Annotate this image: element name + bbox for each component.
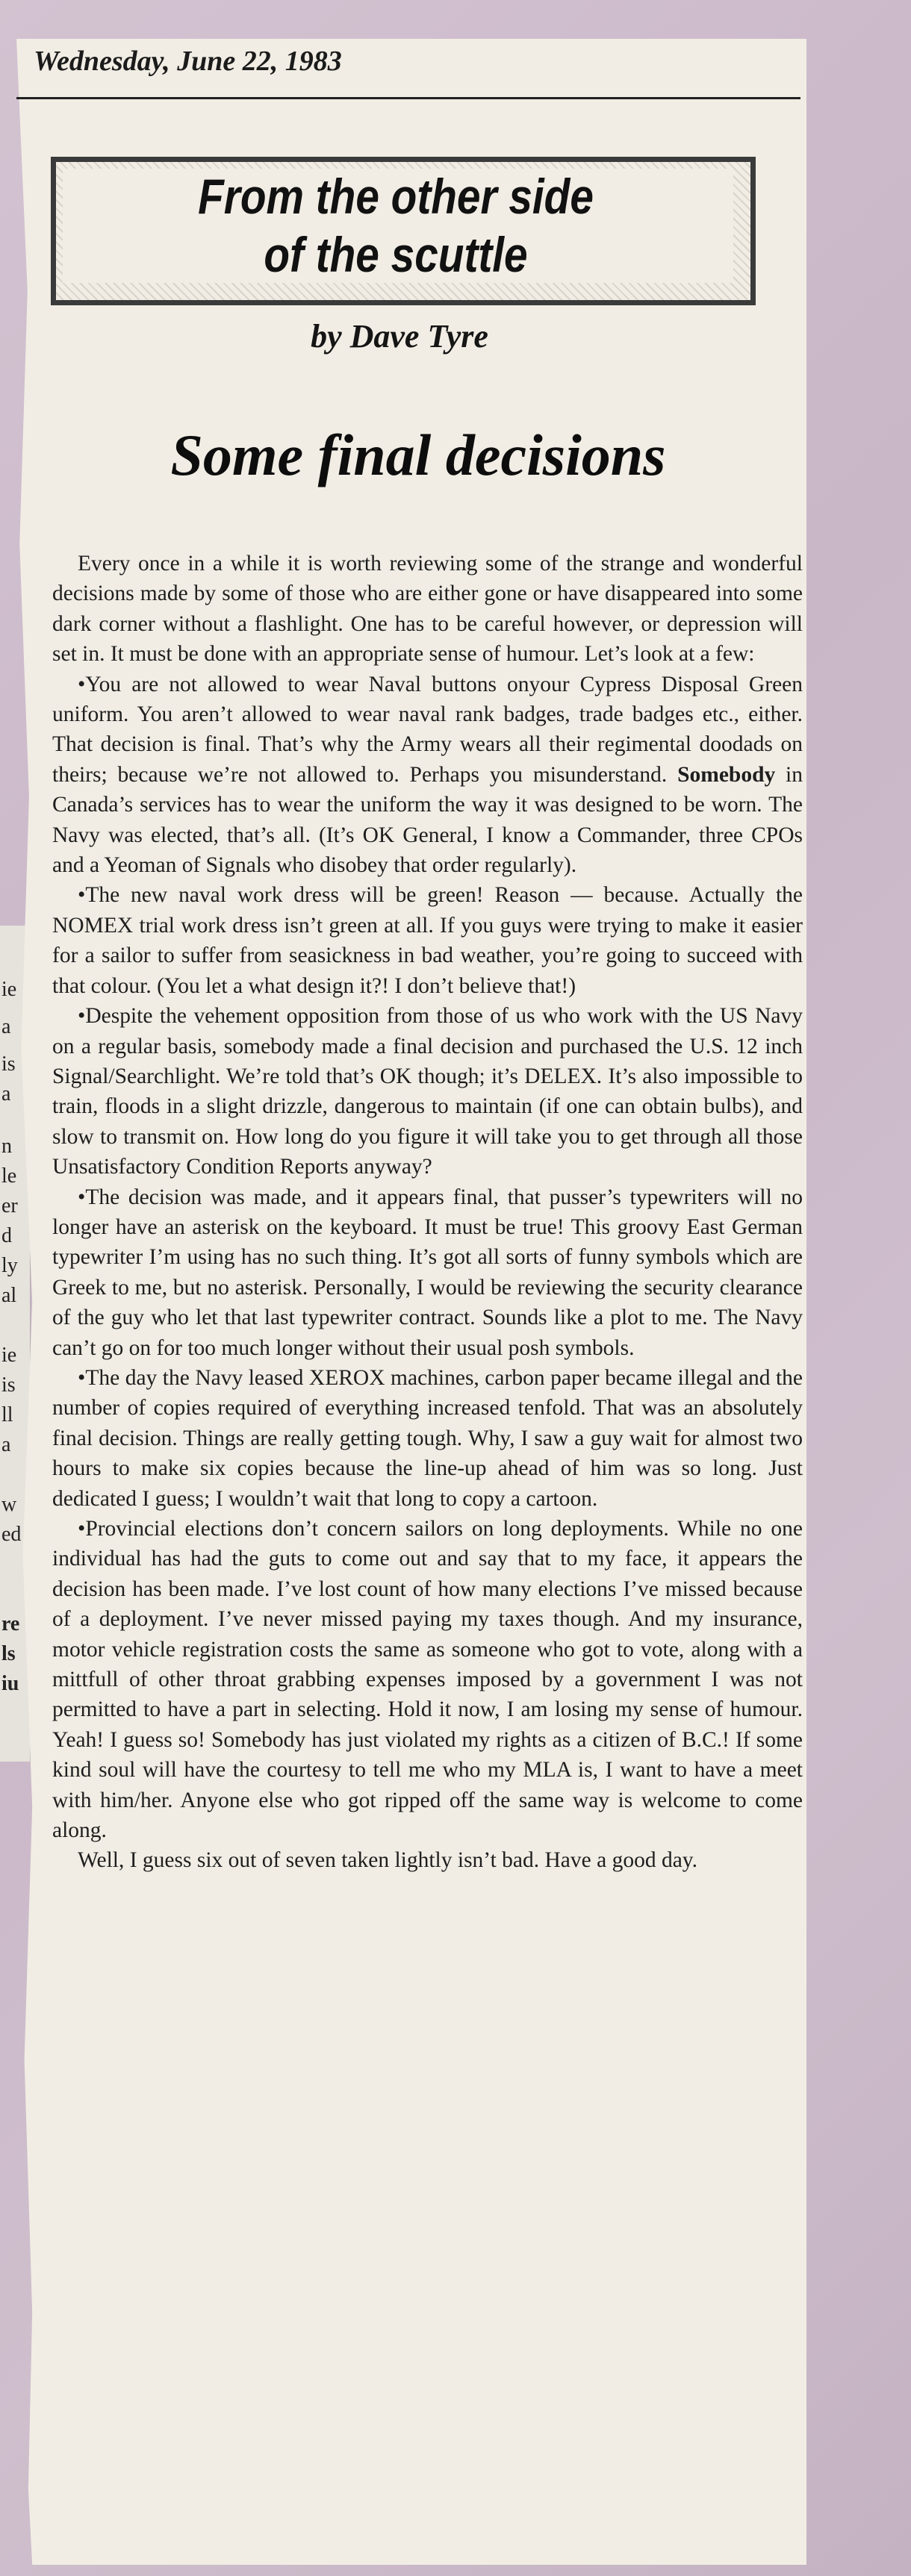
- column-title-line2: of the scuttle: [264, 227, 528, 282]
- fragment-text: is: [1, 1052, 16, 1076]
- fragment-text: a: [1, 1015, 11, 1038]
- paragraph-searchlight: •Despite the vehement opposition from those of us who work with the US Navy on a regular basis, somebody made a final decision and purchased the U.S. 12 inch Signal/Searchlight. We’re told that’s OK though; it’s DELEX. It’s also impossible to train, floods in a slight drizzle, dangerous to maintain (if one can obtain bulbs), and slow to transmit on. How long do you figure it will take you to get through all those Unsatisfactory Condition Reports anyway?: [52, 1004, 803, 1179]
- fragment-text: ly: [1, 1254, 18, 1277]
- fragment-text: re: [1, 1612, 20, 1635]
- fragment-text: d: [1, 1224, 12, 1247]
- fragment-text: ed: [1, 1523, 22, 1546]
- column-title-line1: From the other side: [198, 169, 594, 224]
- paragraph-naval-buttons-tail: in Canada’s services has to wear the uniform the way it was designed to be worn. The Navy was elected, that’s all. (It’s OK General, I know a Commander, three CPOs and a Yeoman of Signals who disobey that order regularly).: [52, 762, 803, 878]
- fragment-text: ls: [1, 1642, 16, 1665]
- paragraph-typewriter: •The decision was made, and it appears final, that pusser’s typewriters will no longer have an asterisk on the keyboard. It must be true! This groovy East German typewriter I’m using has no such thing. It’s got all sorts of funny symbols which are Greek to me, but no asterisk. Personally, I would be reviewing the security clearance of the guy who let that last typewriter contract. Sounds like a plot to me. The Navy can’t go on for too much longer without their usual posh symbols.: [52, 1185, 803, 1360]
- fragment-text: ie: [1, 978, 17, 1001]
- fragment-text: w: [1, 1493, 17, 1516]
- fragment-text: ll: [1, 1403, 13, 1426]
- fragment-text: le: [1, 1164, 17, 1188]
- paragraph-xerox: •The day the Navy leased XEROX machines, carbon paper became illegal and the number of copies required of everything increased tenfold. That was an absolutely final decision. Things are really getting tough. Why, I saw a guy wait for almost two hours to make six copies because the line-up ahead of him was so long. Just dedicated I guess; I wouldn’t wait that long to copy a cartoon.: [52, 1365, 803, 1511]
- fragment-text: iu: [1, 1672, 19, 1695]
- fragment-text: er: [1, 1194, 18, 1217]
- fragment-text: a: [1, 1082, 11, 1105]
- paragraph-closing: Well, I guess six out of seven taken lightly isn’t bad. Have a good day.: [78, 1848, 698, 1873]
- paragraph-naval-buttons: [52, 670, 803, 881]
- fragment-text: ie: [1, 1344, 17, 1367]
- paragraph-work-dress: •The new naval work dress will be green! Reason — because. Actually the NOMEX trial work dress isn’t green at all. If you guys were trying to make it easier for a sailor to suffer from seasickness in bad weather, you’re going to succeed with that colour. (You let a what design it?! I don’t believe that!): [52, 883, 803, 998]
- fragment-text: a: [1, 1433, 11, 1456]
- emphasis-somebody: Somebody: [677, 762, 776, 787]
- column-title: [114, 167, 679, 284]
- fragment-text: is: [1, 1373, 16, 1397]
- paragraph-intro: Every once in a while it is worth reviewing some of the strange and wonderful decisions made by some of those who are either gone or have disappeared into some dark corner without a flashlight. One has to be careful however, or depression will set in. It must be done with an appropriate sense of humour. Let’s look at a few:: [52, 552, 803, 667]
- fragment-text: n: [1, 1135, 12, 1158]
- paragraph-naval-buttons-text: •You are not allowed to wear Naval buttons onyour Cypress Disposal Green uniform. You aren’t allowed to wear naval rank badges, trade badges etc., either. That decision is final. That’s why the Army wears all their regimental doodads on theirs; because we’re not allowed to. Perhaps you misunderstand.: [52, 672, 803, 787]
- publication-date: Wednesday, June 22, 1983: [34, 46, 342, 77]
- article-headline: Some final decisions: [170, 422, 666, 487]
- paragraph-elections: •Provincial elections don’t concern sailors on long deployments. While no one individual has had the guts to come out and say that to my face, it appears the decision has been made. I’ve lost count of how many elections I’ve missed because of a deployment. I’ve never missed paying my taxes though. And my insurance, motor vehicle registration costs the same as someone who got to vote, along with a mittfull of other throat grabbing expenses imposed by a government I was not permitted to have a part in selecting. Hold it now, I am losing my sense of humour. Yeah! I guess so! Somebody has just violated my rights as a citizen of B.C.! If some kind soul will have the courtesy to tell me who my MLA is, I want to have a meet with him/her. Anyone else who got ripped off the same way is welcome to come along.: [52, 1517, 803, 1843]
- date-rule: [16, 97, 800, 99]
- article-body: [52, 549, 803, 1876]
- fragment-text: al: [1, 1284, 17, 1307]
- byline: by Dave Tyre: [311, 318, 488, 355]
